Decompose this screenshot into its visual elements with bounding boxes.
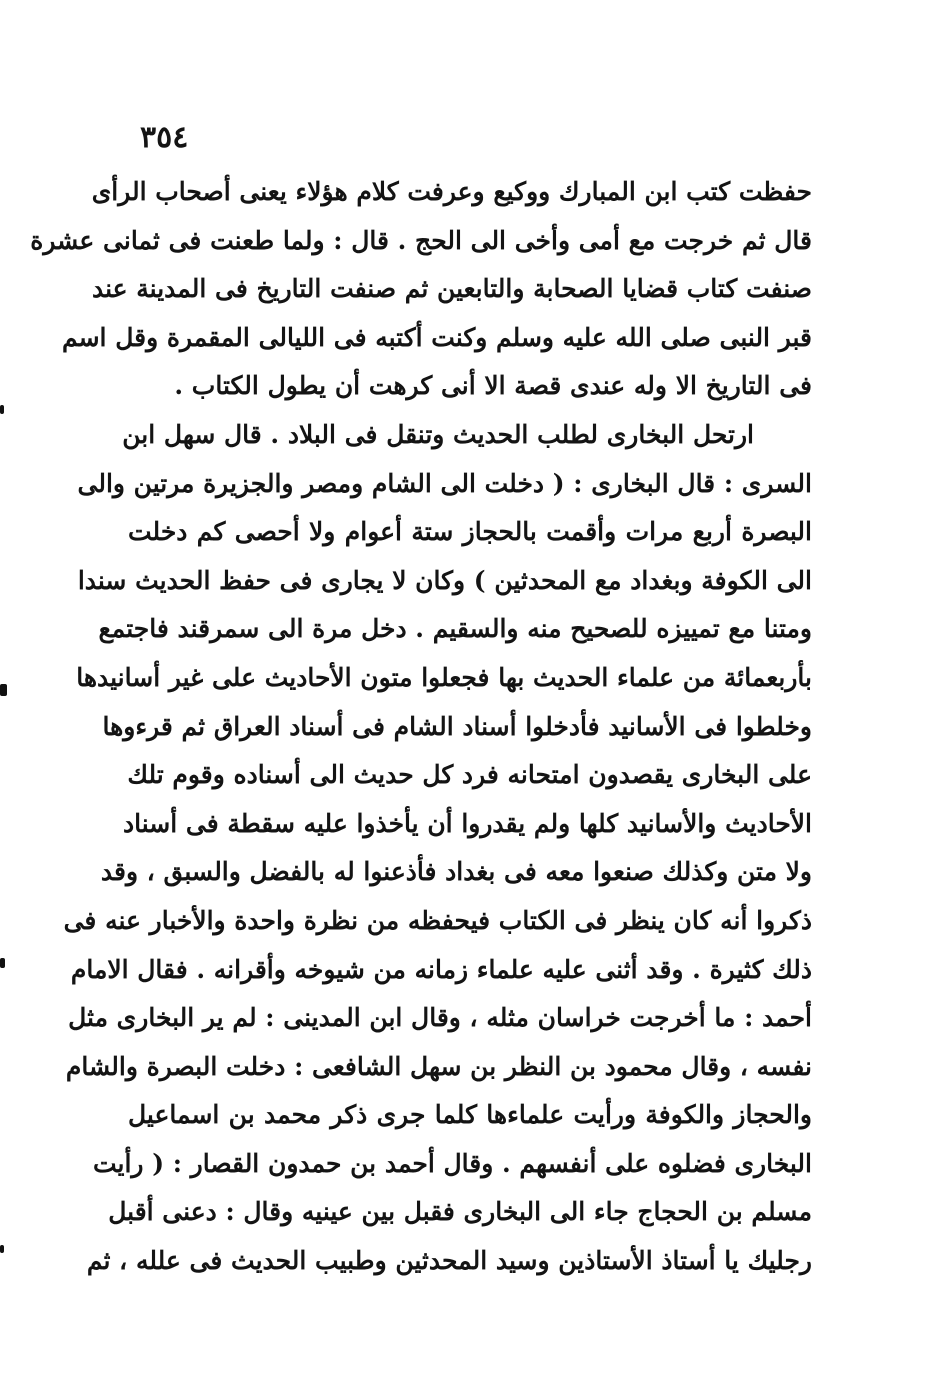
text-line: السرى : قال البخارى : ( دخلت الى الشام ومصر والجزيرة مرتين والى — [77, 468, 812, 498]
text-line: البخارى فضلوه على أنفسهم . وقال أحمد بن حمدون القصار : ( رأيت — [92, 1148, 812, 1178]
body-text — [30, 168, 812, 1286]
text-line: ذكروا أنه كان ينظر فى الكتاب فيحفظه من نظرة واحدة والأخبار عنه فى — [63, 905, 812, 935]
text-line: ومتنا مع تمييزه للصحيح منه والسقيم . دخل مرة الى سمرقند فاجتمع — [98, 614, 812, 644]
text-line: صنفت كتاب قضايا الصحابة والتابعين ثم صنفت التاريخ فى المدينة عند — [91, 274, 812, 304]
scan-margin-mark — [0, 684, 7, 696]
text-line: بأربعمائة من علماء الحديث بها فجعلوا متون الأحاديث على غير أسانيدها — [76, 662, 812, 692]
text-line: رجليك يا أستاذ الأستاذين وسيد المحدثين وطبيب الحديث فى علله ، ثم — [86, 1246, 812, 1276]
scan-margin-mark — [0, 405, 4, 414]
text-line: الى الكوفة وبغداد مع المحدثين ) وكان لا يجارى فى حفظ الحديث سندا — [77, 565, 812, 595]
text-line: أحمد : ما أخرجت خراسان مثله ، وقال ابن المدينى : لم ير البخارى مثل — [68, 1003, 812, 1033]
paragraph-end-line: فى التاريخ الا وله عندى قصة الا أنى كرهت أن يطول الكتاب . — [174, 371, 812, 401]
text-line: حفظت كتب ابن المبارك ووكيع وعرفت كلام هؤلاء يعنى أصحاب الرأى — [91, 177, 812, 206]
text-line: والحجاز والكوفة ورأيت علماءها كلما جرى ذكر محمد بن اسماعيل — [128, 1100, 812, 1130]
text-line: ولا متن وكذلك صنعوا معه فى بغداد فأذعنوا له بالفضل والسبق ، وقد — [100, 857, 812, 887]
scan-margin-mark — [0, 958, 5, 968]
text-line: مسلم بن الحجاج جاء الى البخارى فقبل بين عينيه وقال : دعنى أقبل — [108, 1197, 812, 1227]
text-line: وخلطوا فى الأسانيد فأدخلوا أسناد الشام فى أسناد العراق ثم قرءوها — [102, 711, 812, 741]
text-line: الأحاديث والأسانيد كلها ولم يقدروا أن يأخذوا عليه سقطة فى أسناد — [123, 808, 812, 838]
text-line: على البخارى يقصدون امتحانه فرد كل حديث الى أسناده وقوم تلك — [127, 760, 812, 790]
text-line: البصرة أربع مرات وأقمت بالحجاز ستة أعوام ولا أحصى كم دخلت — [128, 517, 812, 547]
scan-margin-mark — [0, 1245, 4, 1253]
text-line: قبر النبى صلى الله عليه وسلم وكنت أكتبه فى الليالى المقمرة وقل اسم — [61, 322, 812, 352]
text-line: قال ثم خرجت مع أمى وأخى الى الحج . قال : ولما طعنت فى ثمانى عشرة — [30, 225, 812, 255]
paragraph-start-line: ارتحل البخارى لطلب الحديث وتنقل فى البلاد . قال سهل ابن — [122, 419, 754, 449]
text-line: ذلك كثيرة . وقد أثنى عليه علماء زمانه من شيوخه وأقرانه . فقال الامام — [70, 954, 812, 984]
page-number: ٣٥٤ — [140, 120, 189, 155]
text-line: نفسه ، وقال محمود بن النظر بن سهل الشافعى : دخلت البصرة والشام — [65, 1051, 812, 1081]
